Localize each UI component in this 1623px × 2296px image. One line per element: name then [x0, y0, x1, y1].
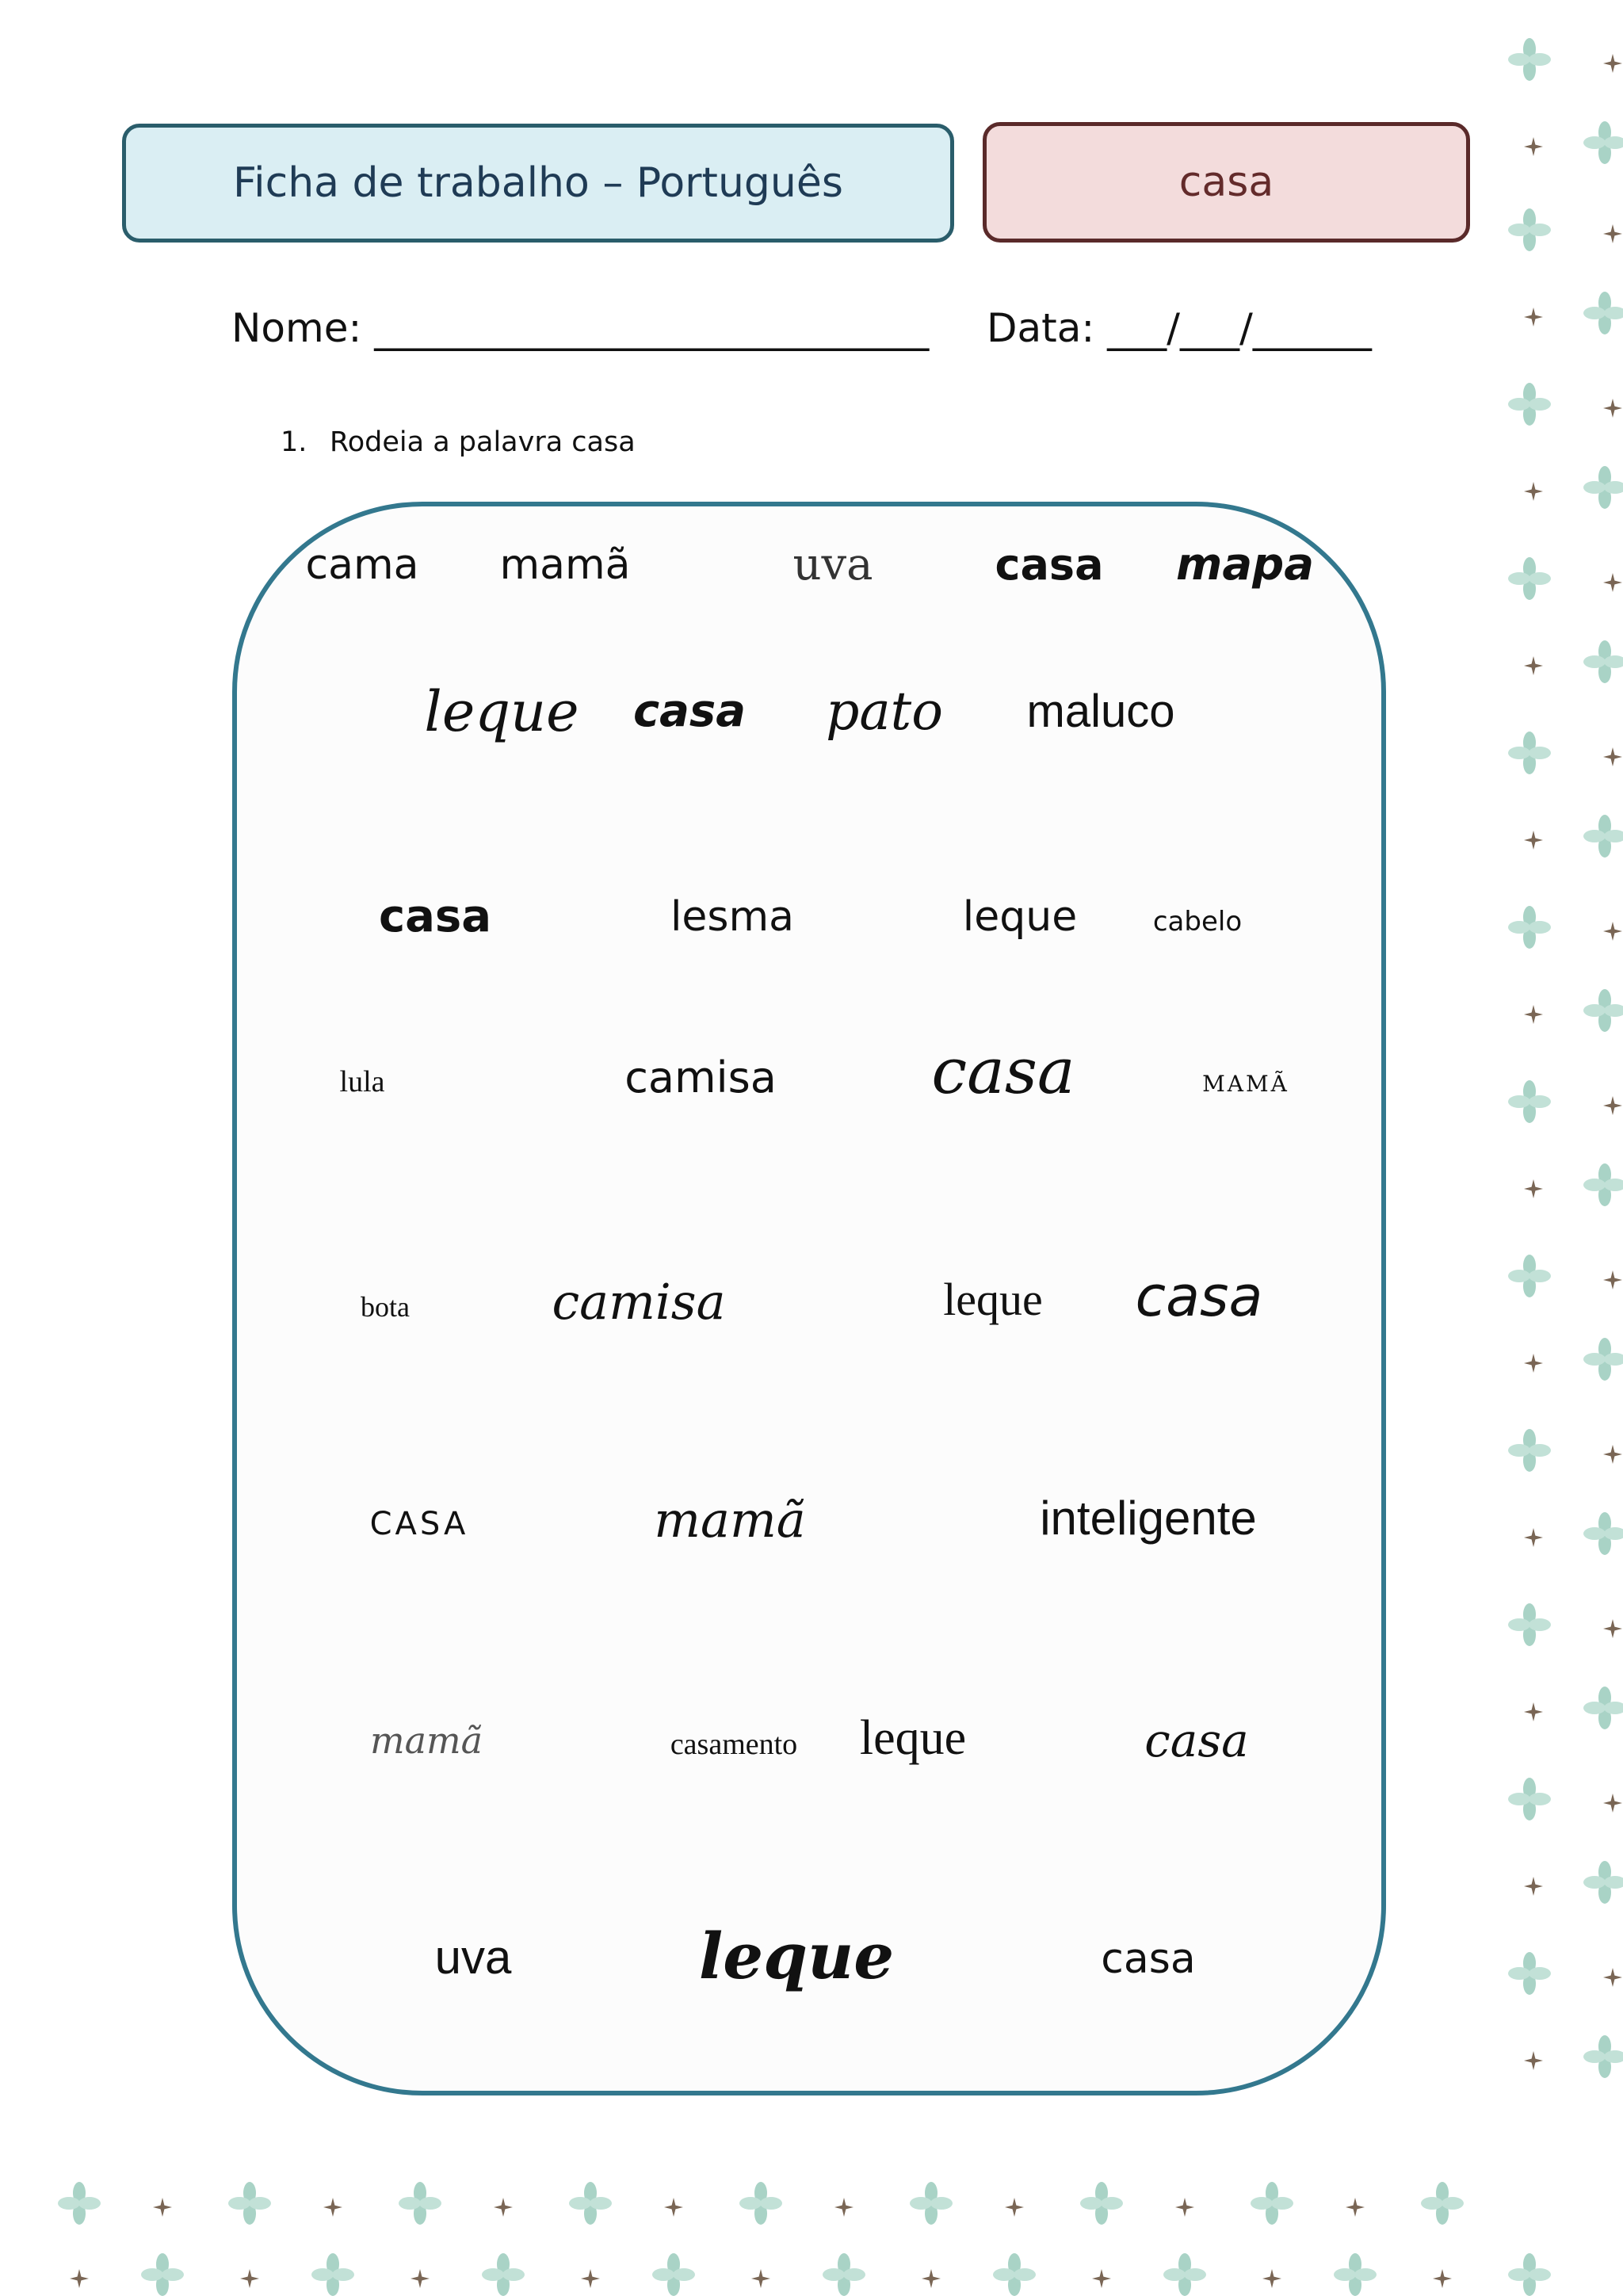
- word-item[interactable]: inteligente: [1040, 1492, 1257, 1545]
- word-item[interactable]: casa: [378, 891, 492, 942]
- word-item[interactable]: leque: [698, 1919, 895, 1993]
- target-word-box: [983, 122, 1470, 243]
- name-field[interactable]: Nome: ____________________________: [231, 305, 930, 351]
- word-item[interactable]: casa: [632, 686, 747, 737]
- word-item[interactable]: MAMÃ: [1202, 1071, 1289, 1097]
- word-item[interactable]: casa: [1101, 1935, 1196, 1983]
- word-item[interactable]: camisa: [552, 1273, 726, 1331]
- word-item[interactable]: leque: [424, 679, 579, 744]
- word-item[interactable]: casa: [995, 540, 1104, 590]
- decorative-flower-border-right: [1498, 24, 1623, 2164]
- word-item[interactable]: bota: [361, 1291, 410, 1323]
- worksheet-title-box: [122, 124, 954, 243]
- worksheet-title: Ficha de trabalho – Português: [233, 159, 843, 207]
- word-item[interactable]: casa: [1144, 1713, 1249, 1767]
- word-item[interactable]: leque: [943, 1274, 1043, 1325]
- word-item[interactable]: lesma: [670, 893, 795, 941]
- word-item[interactable]: mapa: [1175, 539, 1315, 590]
- decorative-flower-border-bottom: [0, 2172, 1623, 2296]
- word-item[interactable]: mamã: [369, 1719, 483, 1762]
- instruction-number: 1.: [281, 426, 307, 458]
- word-item[interactable]: leque: [962, 893, 1078, 941]
- word-item[interactable]: cabelo: [1152, 906, 1243, 938]
- word-item[interactable]: lula: [339, 1065, 385, 1098]
- word-item[interactable]: mamã: [499, 541, 631, 589]
- target-word: casa: [1178, 159, 1274, 206]
- word-item[interactable]: casa: [1135, 1264, 1263, 1329]
- word-item[interactable]: casa: [931, 1034, 1075, 1108]
- word-item[interactable]: uva: [434, 1931, 512, 1984]
- word-item[interactable]: cama: [305, 541, 419, 589]
- word-item[interactable]: uva: [792, 539, 873, 590]
- word-item[interactable]: CASA: [369, 1506, 469, 1542]
- instruction: [281, 426, 636, 458]
- word-item[interactable]: maluco: [1026, 686, 1175, 737]
- word-item[interactable]: pato: [826, 681, 943, 742]
- instruction-text: Rodeia a palavra casa: [330, 426, 636, 458]
- date-field[interactable]: Data: ___/___/______: [987, 305, 1372, 351]
- word-item[interactable]: casamento: [670, 1728, 798, 1761]
- word-item[interactable]: leque: [859, 1711, 967, 1765]
- word-item[interactable]: mamã: [654, 1491, 806, 1549]
- word-item[interactable]: camisa: [624, 1052, 777, 1102]
